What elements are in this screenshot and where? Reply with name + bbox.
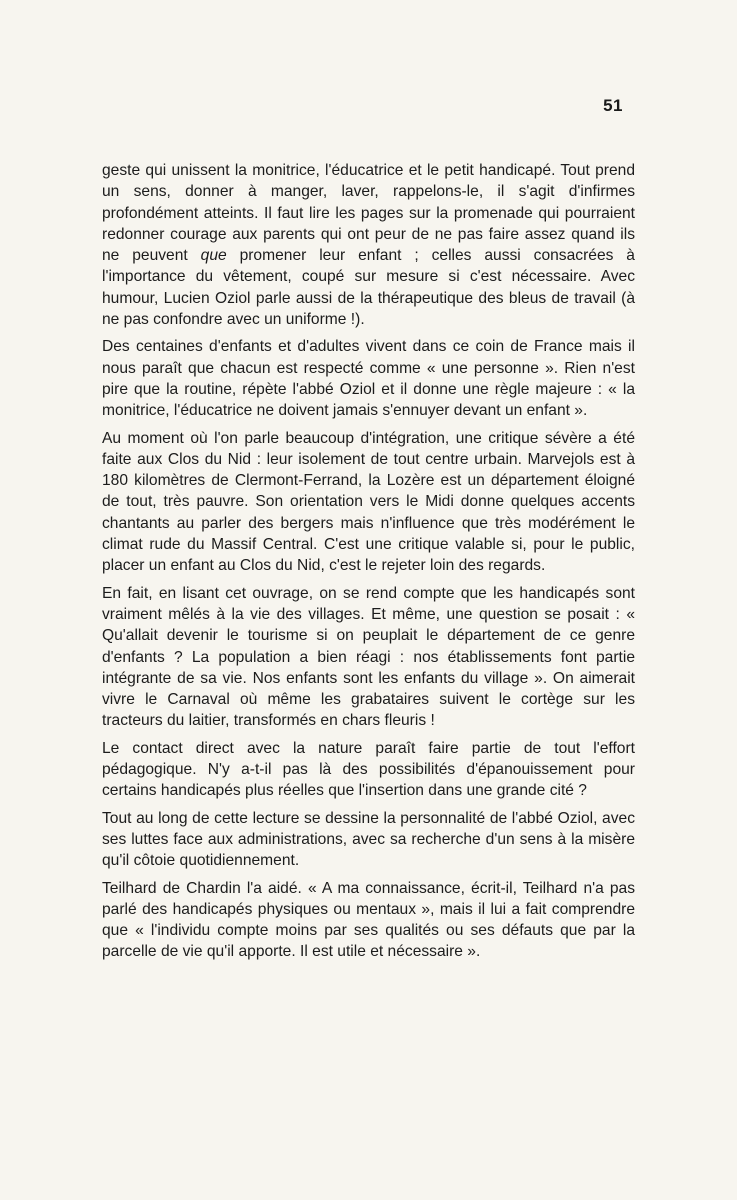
paragraph-2: Des centaines d'enfants et d'adultes vivent dans ce coin de France mais il nous paraît que chacun est respecté comme « une personne ». Rien n'est pire que la routine, répète l'abbé Oziol et il donne une règle majeure : « la monitrice, l'éducatrice ne doivent jamais s'ennuyer devant un enfant ».	[102, 338, 635, 420]
emphasis-que: que	[200, 247, 227, 265]
paragraph-4: En fait, en lisant cet ouvrage, on se rend compte que les handicapés sont vraiment mêlés à la vie des villages. Et même, une question se posait : « Qu'allait devenir le tourisme si on peuplait le département de ce genre d'enfants ? La population a bien réagi : nos établissements font partie intégrante de sa vie. Nos enfants sont les enfants du village ». On aimerait vivre le Carnaval où même les grabataires suivent le cortège sur les tracteurs du laitier, transformés en chars fleuris !	[102, 584, 635, 730]
page-number: 51	[603, 96, 623, 115]
paragraph-1-part-3: promener leur enfant ; celles aussi consacrées à l'importance du vêtement, coupé sur mesure si c'est nécessaire. Avec humour, Lucien Oziol parle aussi de la thérapeutique des bleus de travail (à ne pas confondre avec un uniforme !).	[102, 247, 635, 329]
paragraph-1-part-1: geste qui unissent la monitrice, l'éducatrice et le petit handicapé. Tout prend un sens, donner à manger, laver, rappelons-le, il s'agit d'infirmes profondément atteints. Il faut lire les pages sur la promenade qui pourraient redonner courage aux parents qui ont peur de ne pas faire assez quand ils ne peuvent	[102, 162, 635, 265]
paragraph-6: Tout au long de cette lecture se dessine la personnalité de l'abbé Oziol, avec ses luttes face aux administrations, avec sa recherche d'un sens à la misère qu'il côtoie quotidiennement.	[102, 809, 635, 870]
paragraph-3: Au moment où l'on parle beaucoup d'intégration, une critique sévère a été faite aux Clos du Nid : leur isolement de tout centre urbain. Marvejols est à 180 kilomètres de Clermont-Ferrand, la Lozère est un département éloigné de tout, très pauvre. Son orientation vers le Midi donne quelques accents chantants au parler des bergers mais n'influence que très modérément le climat rude du Massif Central. C'est une critique valable si, pour le public, placer un enfant au Clos du Nid, c'est le rejeter loin des regards.	[102, 429, 635, 575]
paragraph-7: Teilhard de Chardin l'a aidé. « A ma connaissance, écrit-il, Teilhard n'a pas parlé des handicapés physiques ou mentaux », mais il lui a fait comprendre que « l'individu compte moins par ses qualités ou ses défauts que par la parcelle de vie qu'il apporte. Il est utile et nécessaire ».	[102, 879, 635, 961]
paragraph-1	[102, 160, 635, 330]
paragraph-5: Le contact direct avec la nature paraît faire partie de tout l'effort pédagogique. N'y a-t-il pas là des possibilités d'épanouissement pour certains handicapés plus réelles que l'insertion dans une grande cité ?	[102, 739, 635, 800]
body-text	[102, 160, 635, 969]
